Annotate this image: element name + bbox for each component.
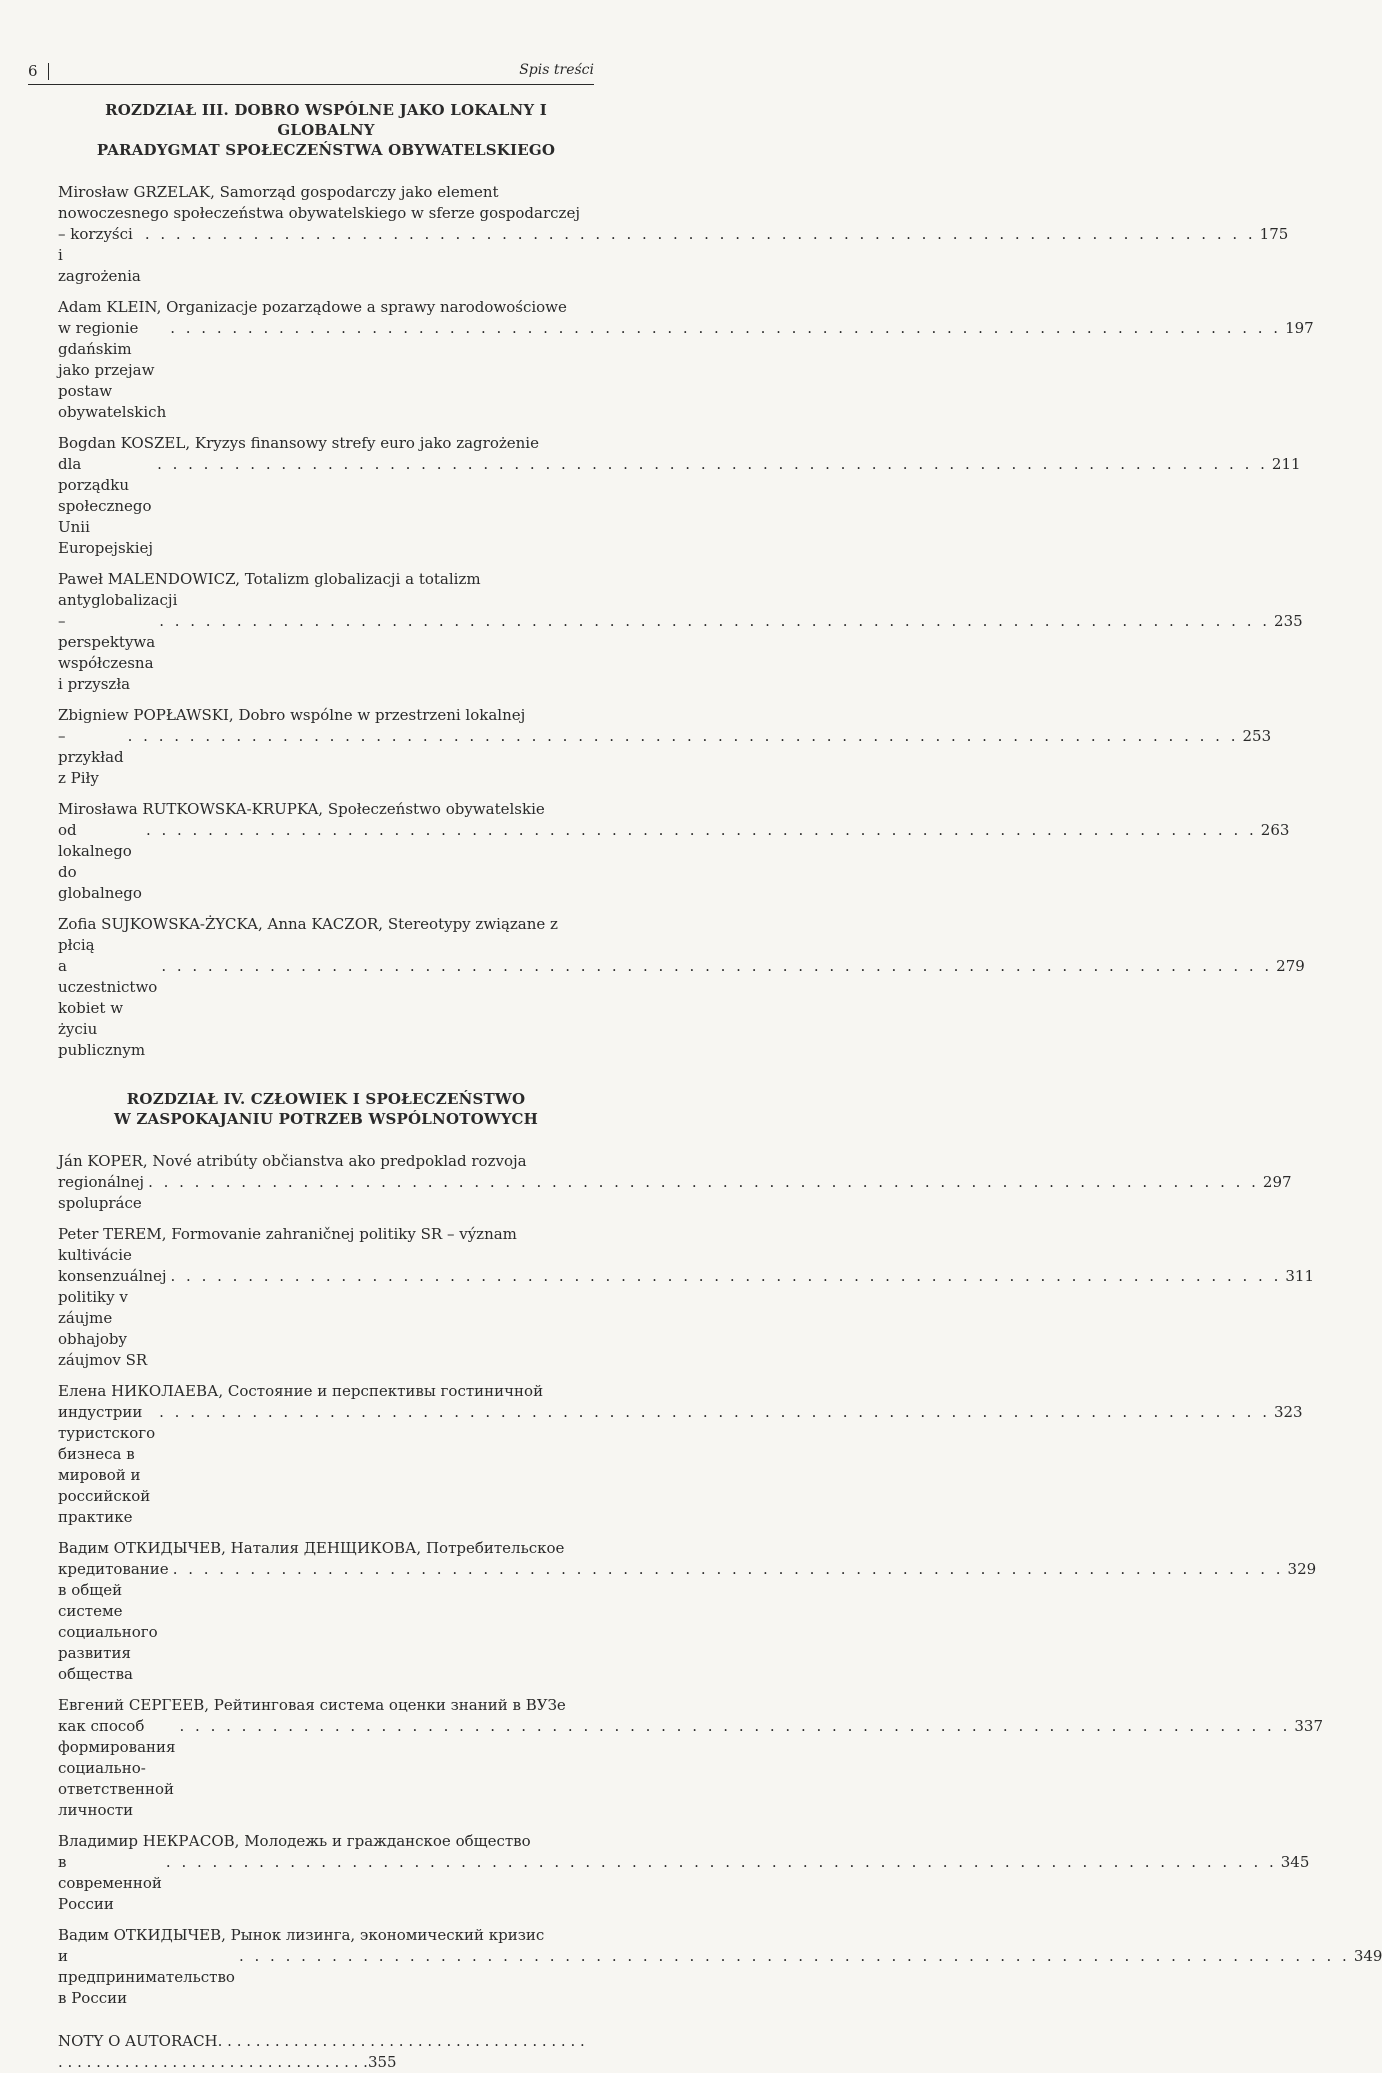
toc-entry-line: Adam KLEIN, Organizacje pozarządowe a sprawy narodowościowe bbox=[58, 298, 567, 316]
toc-entry[interactable] bbox=[58, 1925, 1382, 2009]
toc-entry[interactable] bbox=[58, 1381, 1303, 1528]
page-ref: 235 bbox=[1274, 612, 1303, 630]
toc-entry[interactable] bbox=[58, 1831, 1310, 1915]
page-number: 6 bbox=[28, 62, 38, 80]
dot-leader: . . . . . . . . . . . . . . . . . . . . . . . . . . . . . . . . . . . . . . . . . . . . . . . . . . . . . . . . . . . . . . . . . . . . . . . . bbox=[127, 727, 1239, 745]
toc-entry-line: Bogdan KOSZEL, Kryzys finansowy strefy euro jako zagrożenie bbox=[58, 434, 539, 452]
toc-entry-line: Вадим ОТКИДЫЧЕВ, Рынок лизинга, экономический кризис bbox=[58, 1926, 545, 1944]
toc-entry-last-line bbox=[58, 1946, 1382, 2009]
toc-entry-last-line bbox=[58, 1172, 1292, 1214]
notes-last-line bbox=[58, 2031, 594, 2073]
page-header bbox=[28, 62, 594, 84]
toc-entry[interactable] bbox=[58, 297, 1314, 423]
page-ref: 297 bbox=[1262, 1173, 1292, 1191]
chapter-title bbox=[58, 1089, 594, 1129]
dot-leader: . . . . . . . . . . . . . . . . . . . . . . . . . . . . . . . . . . . . . . . . . . . . . . . . . . . . . . . . . . . . . . . . . . . . . . . . bbox=[179, 1717, 1291, 1735]
chapter-title-line: ROZDZIAŁ III. DOBRO WSPÓLNE JAKO LOKALNY I GLOBALNY bbox=[105, 101, 547, 139]
toc-entry-text: konsenzuálnej politiky v záujme obhajoby záujmov SR bbox=[58, 1267, 167, 1369]
page-ref: 329 bbox=[1287, 1560, 1317, 1578]
toc-entry-text: – perspektywa współczesna i przyszła bbox=[58, 612, 156, 693]
notes-text: NOTY O AUTORACH bbox=[58, 2032, 218, 2050]
toc-entry-list bbox=[58, 1151, 1382, 2009]
page-ref: 211 bbox=[1271, 455, 1301, 473]
page-ref: 337 bbox=[1294, 1717, 1323, 1735]
toc-entry[interactable] bbox=[58, 705, 1272, 789]
toc-entry-last-line bbox=[58, 1852, 1310, 1915]
chapter-title bbox=[58, 100, 594, 160]
notes-entry[interactable] bbox=[58, 2031, 594, 2073]
toc-entry-text: regionálnej spolupráce bbox=[58, 1173, 145, 1212]
table-of-contents bbox=[58, 100, 1382, 2073]
toc-entry[interactable] bbox=[58, 1538, 1317, 1685]
toc-entry-line: Ján KOPER, Nové atribúty občianstva ako predpoklad rozvoja bbox=[58, 1152, 527, 1170]
page-ref: 345 bbox=[1280, 1853, 1310, 1871]
toc-entry[interactable] bbox=[58, 1695, 1323, 1821]
dot-leader: . . . . . . . . . . . . . . . . . . . . . . . . . . . . . . . . . . . . . . . . . . . . . . . . . . . . . . . . . . . . . . . . . . . . . . . . bbox=[148, 1173, 1259, 1191]
toc-entry-text: a uczestnictwo kobiet w życiu publicznym bbox=[58, 957, 158, 1059]
page-ref: 279 bbox=[1276, 957, 1305, 975]
chapter-title-line: ROZDZIAŁ IV. CZŁOWIEK I SPOŁECZEŃSTWO bbox=[126, 1090, 526, 1108]
toc-entry-line: Елена НИКОЛАЕВА, Состояние и перспективы гостиничной bbox=[58, 1382, 544, 1400]
toc-entry-text: – przykład z Piły bbox=[58, 727, 124, 787]
page-number-separator bbox=[48, 63, 49, 80]
dot-leader: . . . . . . . . . . . . . . . . . . . . . . . . . . . . . . . . . . . . . . . . . . . . . . . . . . . . . . . . . . . . . . . . . . . . . . . . bbox=[238, 1947, 1350, 1965]
page-ref: 175 bbox=[1259, 225, 1289, 243]
dot-leader: . . . . . . . . . . . . . . . . . . . . . . . . . . . . . . . . . . . . . . . . . . . . . . . . . . . . . . . . . . . . . . . . . . . . . . . . bbox=[170, 1267, 1282, 1285]
dot-leader: . . . . . . . . . . . . . . . . . . . . . . . . . . . . . . . . . . . . . . . . . . . . . . . . . . . . . . . . . . . . . . . . . . . . . . . . bbox=[172, 1560, 1284, 1578]
toc-entry-text: dla porządku społecznego Unii Europejskiej bbox=[58, 455, 154, 557]
dot-leader: . . . . . . . . . . . . . . . . . . . . . . . . . . . . . . . . . . . . . . . . . . . . . . . . . . . . . . . . . . . . . . . . . . . . . . . . bbox=[157, 455, 1268, 473]
toc-entry-line: Евгений СЕРГЕЕВ, Рейтинговая система оценки знаний в ВУЗе bbox=[58, 1696, 566, 1714]
chapter-gap bbox=[58, 1071, 594, 1089]
toc-entry[interactable] bbox=[58, 914, 1305, 1061]
toc-entry-line: Mirosław GRZELAK, Samorząd gospodarczy jako element bbox=[58, 183, 499, 201]
toc-entry-text: как способ формирования социально-ответственной личности bbox=[58, 1717, 176, 1819]
toc-entry-text: и предпринимательство в России bbox=[58, 1947, 235, 2007]
page-ref: 263 bbox=[1260, 821, 1290, 839]
dot-leader: . . . . . . . . . . . . . . . . . . . . . . . . . . . . . . . . . . . . . . . . . . . . . . . . . . . . . . . . . . . . . . . . . . . . . . . . bbox=[165, 1853, 1277, 1871]
dot-leader: . . . . . . . . . . . . . . . . . . . . . . . . . . . . . . . . . . . . . . . . . . . . . . . . . . . . . . . . . . . . . . . . . . . . . . . . bbox=[144, 225, 1256, 243]
toc-entry-last-line bbox=[58, 1559, 1317, 1685]
toc-entry-line: nowoczesnego społeczeństwa obywatelskiego w sferze gospodarczej bbox=[58, 204, 580, 222]
page-ref: 197 bbox=[1285, 319, 1314, 337]
toc-entry-last-line bbox=[58, 454, 1301, 559]
chapter-title-line: PARADYGMAT SPOŁECZEŃSTWA OBYWATELSKIEGO bbox=[96, 141, 556, 159]
toc-entry-text: индустрии туристского бизнеса в мировой и российской практике bbox=[58, 1403, 156, 1526]
page-ref: 349 bbox=[1353, 1947, 1382, 1965]
toc-entry-line: Владимир НЕКРАСОВ, Молодежь и гражданское общество bbox=[58, 1832, 531, 1850]
toc-entry-last-line bbox=[58, 1266, 1314, 1371]
toc-entry-last-line bbox=[58, 1716, 1323, 1821]
toc-entry-text: w regionie gdańskim jako przejaw postaw obywatelskich bbox=[58, 319, 167, 421]
dot-leader: . . . . . . . . . . . . . . . . . . . . . . . . . . . . . . . . . . . . . . . . . . . . . . . . . . . . . . . . . . . . . . . . . . . . . . . . bbox=[145, 821, 1257, 839]
toc-entry[interactable] bbox=[58, 1224, 1314, 1371]
page-ref: 311 bbox=[1285, 1267, 1314, 1285]
toc-entry-line: Paweł MALENDOWICZ, Totalizm globalizacji a totalizm antyglobalizacji bbox=[58, 570, 481, 609]
toc-entry-last-line bbox=[58, 820, 1290, 904]
dot-leader: . . . . . . . . . . . . . . . . . . . . . . . . . . . . . . . . . . . . . . . . . . . . . . . . . . . . . . . . . . . . . . . . . . . . . . . . bbox=[58, 2032, 585, 2071]
toc-entry[interactable] bbox=[58, 182, 1289, 287]
toc-entry-text: кредитование в общей системе социального развития общества bbox=[58, 1560, 169, 1683]
page-ref: 355 bbox=[367, 2053, 397, 2071]
running-head: Spis treści bbox=[519, 62, 594, 78]
toc-entry-last-line bbox=[58, 318, 1314, 423]
toc-entry-text: od lokalnego do globalnego bbox=[58, 821, 142, 902]
dot-leader: . . . . . . . . . . . . . . . . . . . . . . . . . . . . . . . . . . . . . . . . . . . . . . . . . . . . . . . . . . . . . . . . . . . . . . . . bbox=[170, 319, 1282, 337]
toc-entry-line: Mirosława RUTKOWSKA-KRUPKA, Społeczeństwo obywatelskie bbox=[58, 800, 545, 818]
toc-entry[interactable] bbox=[58, 1151, 1292, 1214]
toc-entry-line: Peter TEREM, Formovanie zahraničnej politiky SR – význam kultivácie bbox=[58, 1225, 517, 1264]
toc-entry-list bbox=[58, 182, 1314, 1061]
toc-entry-last-line bbox=[58, 224, 1289, 287]
toc-entry-last-line bbox=[58, 956, 1305, 1061]
toc-entry-last-line bbox=[58, 1402, 1303, 1528]
toc-entry-line: Zbigniew POPŁAWSKI, Dobro wspólne w przestrzeni lokalnej bbox=[58, 706, 526, 724]
toc-entry-last-line bbox=[58, 726, 1272, 789]
header-rule bbox=[28, 84, 594, 85]
dot-leader: . . . . . . . . . . . . . . . . . . . . . . . . . . . . . . . . . . . . . . . . . . . . . . . . . . . . . . . . . . . . . . . . . . . . . . . . bbox=[159, 612, 1271, 630]
dot-leader: . . . . . . . . . . . . . . . . . . . . . . . . . . . . . . . . . . . . . . . . . . . . . . . . . . . . . . . . . . . . . . . . . . . . . . . . bbox=[161, 957, 1273, 975]
toc-entry[interactable] bbox=[58, 433, 1301, 559]
page-ref: 323 bbox=[1273, 1403, 1303, 1421]
toc-entry-text: – korzyści i zagrożenia bbox=[58, 225, 141, 285]
chapter-title-line: W ZASPOKAJANIU POTRZEB WSPÓLNOTOWYCH bbox=[113, 1110, 539, 1128]
toc-entry-line: Вадим ОТКИДЫЧЕВ, Наталия ДЕНЩИКОВА, Потребительское bbox=[58, 1539, 565, 1557]
toc-entry-last-line bbox=[58, 611, 1303, 695]
toc-entry-text: в современной России bbox=[58, 1853, 162, 1913]
toc-entry[interactable] bbox=[58, 799, 1290, 904]
page-ref: 253 bbox=[1242, 727, 1272, 745]
toc-entry-line: Zofia SUJKOWSKA-ŻYCKA, Anna KACZOR, Stereotypy związane z płcią bbox=[58, 915, 558, 954]
dot-leader: . . . . . . . . . . . . . . . . . . . . . . . . . . . . . . . . . . . . . . . . . . . . . . . . . . . . . . . . . . . . . . . . . . . . . . . . bbox=[159, 1403, 1270, 1421]
toc-entry[interactable] bbox=[58, 569, 1303, 695]
